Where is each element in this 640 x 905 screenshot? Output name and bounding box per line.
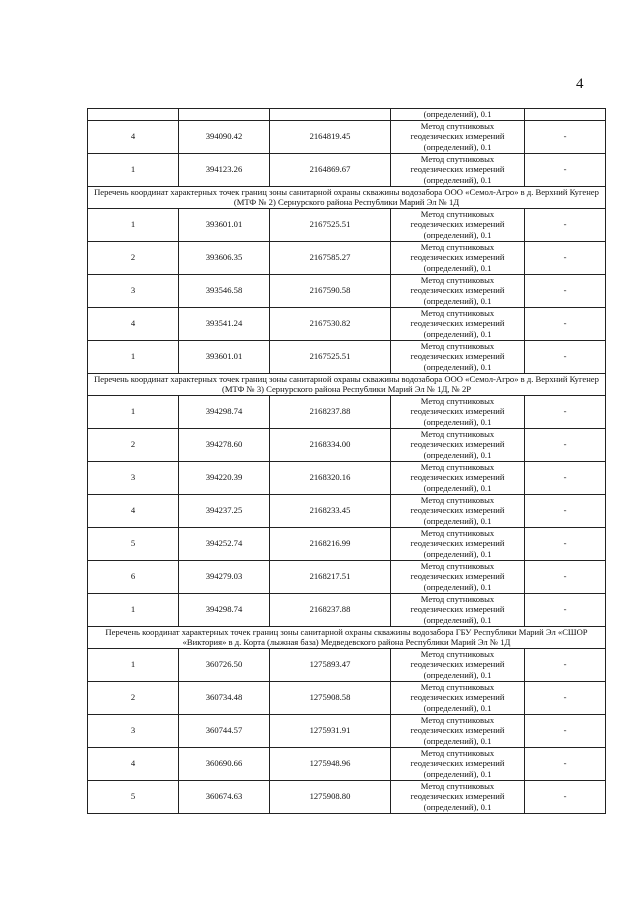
x-coordinate-cell: 360734.48 <box>179 681 270 714</box>
method-cell <box>391 527 525 560</box>
section-heading-row <box>88 186 606 208</box>
table-row <box>88 428 606 461</box>
table-row <box>88 208 606 241</box>
point-number-cell: 1 <box>88 593 179 626</box>
point-number-cell: 1 <box>88 340 179 373</box>
point-number-cell: 2 <box>88 681 179 714</box>
method-line: (определений), 0.1 <box>423 262 492 273</box>
point-number-cell: 4 <box>88 747 179 780</box>
method-line: Метод спутниковых <box>420 428 495 439</box>
table-row-continued <box>88 109 606 121</box>
method-line: геодезических измерений <box>410 505 505 516</box>
method-line: геодезических измерений <box>410 318 505 329</box>
accuracy-cell: - <box>525 593 606 626</box>
method-cell <box>391 648 525 681</box>
point-number-cell: 4 <box>88 307 179 340</box>
method-line: Метод спутниковых <box>420 494 495 505</box>
x-coordinate-cell: 393601.01 <box>179 340 270 373</box>
section-heading: Перечень координат характерных точек границ зоны санитарной охраны скважины водозабора ООО «Семол-Агро» в д. Верхний Кугенер (МТФ № 2) Сернурского района Республики Марий Эл № 1Д <box>88 186 606 208</box>
method-line: (определений), 0.1 <box>423 768 492 779</box>
accuracy-cell: - <box>525 494 606 527</box>
point-number-cell: 1 <box>88 208 179 241</box>
section-heading: Перечень координат характерных точек границ зоны санитарной охраны скважины водозабора ГБУ Республики Марий Эл «СШОР «Виктория» в д. Корта (лыжная база) Медведевского района Республики Марий Эл № 1Д <box>88 626 606 648</box>
point-number-cell: 1 <box>88 648 179 681</box>
method-line: (определений), 0.1 <box>423 614 492 625</box>
method-line: геодезических измерений <box>410 538 505 549</box>
x-coordinate-cell: 394279.03 <box>179 560 270 593</box>
point-number-cell: 2 <box>88 241 179 274</box>
method-line: Метод спутниковых <box>420 307 495 318</box>
method-line: геодезических измерений <box>410 791 505 802</box>
point-number-cell: 3 <box>88 274 179 307</box>
method-line: (определений), 0.1 <box>423 229 492 240</box>
x-coordinate-cell: 360726.50 <box>179 648 270 681</box>
x-coordinate-cell: 394090.42 <box>179 120 270 153</box>
x-coordinate-cell: 394237.25 <box>179 494 270 527</box>
y-coordinate-cell: 1275908.80 <box>270 780 391 813</box>
accuracy-cell: - <box>525 395 606 428</box>
table-row <box>88 395 606 428</box>
coordinates-table-body <box>88 109 606 814</box>
y-coordinate-cell: 1275908.58 <box>270 681 391 714</box>
accuracy-cell: - <box>525 461 606 494</box>
method-line: (определений), 0.1 <box>423 801 492 812</box>
accuracy-cell <box>525 109 606 121</box>
method-line: (определений), 0.1 <box>423 449 492 460</box>
x-coordinate-cell: 394298.74 <box>179 395 270 428</box>
method-cell <box>391 780 525 813</box>
point-number-cell: 5 <box>88 527 179 560</box>
method-line: геодезических измерений <box>410 219 505 230</box>
method-line: геодезических измерений <box>410 439 505 450</box>
method-line: Метод спутниковых <box>420 648 495 659</box>
method-cell: (определений), 0.1 <box>391 109 525 121</box>
method-line: Метод спутниковых <box>420 681 495 692</box>
x-coordinate-cell: 393541.24 <box>179 307 270 340</box>
method-line: Метод спутниковых <box>420 747 495 758</box>
y-coordinate-cell: 2167530.82 <box>270 307 391 340</box>
method-line: (определений), 0.1 <box>423 669 492 680</box>
accuracy-cell: - <box>525 208 606 241</box>
method-line: (определений), 0.1 <box>423 295 492 306</box>
method-line: геодезических измерений <box>410 659 505 670</box>
x-coordinate-cell: 393606.35 <box>179 241 270 274</box>
point-number-cell: 4 <box>88 494 179 527</box>
point-number-cell: 1 <box>88 395 179 428</box>
method-line: геодезических измерений <box>410 351 505 362</box>
method-line: геодезических измерений <box>410 131 505 142</box>
accuracy-cell: - <box>525 153 606 186</box>
accuracy-cell: - <box>525 428 606 461</box>
method-line: Метод спутниковых <box>420 208 495 219</box>
point-number-cell: 1 <box>88 153 179 186</box>
accuracy-cell: - <box>525 648 606 681</box>
method-line: геодезических измерений <box>410 252 505 263</box>
method-cell <box>391 241 525 274</box>
method-line: (определений), 0.1 <box>423 702 492 713</box>
x-coordinate-cell: 360674.63 <box>179 780 270 813</box>
table-row <box>88 681 606 714</box>
method-line: (определений), 0.1 <box>423 174 492 185</box>
section-heading-row <box>88 626 606 648</box>
table-row <box>88 274 606 307</box>
table-row <box>88 307 606 340</box>
table-row <box>88 340 606 373</box>
method-line: Метод спутниковых <box>420 274 495 285</box>
method-cell <box>391 120 525 153</box>
method-line: Метод спутниковых <box>420 560 495 571</box>
y-coordinate-cell: 2167590.58 <box>270 274 391 307</box>
accuracy-cell: - <box>525 780 606 813</box>
method-cell <box>391 681 525 714</box>
accuracy-cell: - <box>525 527 606 560</box>
y-coordinate-cell: 2164819.45 <box>270 120 391 153</box>
method-line: геодезических измерений <box>410 571 505 582</box>
point-number-cell: 3 <box>88 461 179 494</box>
table-row <box>88 461 606 494</box>
y-coordinate-cell: 2168320.16 <box>270 461 391 494</box>
y-coordinate-cell: 2167525.51 <box>270 208 391 241</box>
method-line: геодезических измерений <box>410 725 505 736</box>
x-coordinate-cell <box>179 109 270 121</box>
point-number-cell: 2 <box>88 428 179 461</box>
method-cell <box>391 494 525 527</box>
x-coordinate-cell: 394252.74 <box>179 527 270 560</box>
method-line: (определений), 0.1 <box>423 416 492 427</box>
y-coordinate-cell: 1275948.96 <box>270 747 391 780</box>
accuracy-cell: - <box>525 241 606 274</box>
method-line: Метод спутниковых <box>420 780 495 791</box>
method-line: Метод спутниковых <box>420 461 495 472</box>
method-line: геодезических измерений <box>410 692 505 703</box>
point-number-cell: 3 <box>88 714 179 747</box>
method-line: геодезических измерений <box>410 164 505 175</box>
table-row <box>88 780 606 813</box>
method-cell <box>391 560 525 593</box>
method-line: (определений), 0.1 <box>423 515 492 526</box>
method-line: Метод спутниковых <box>420 120 495 131</box>
accuracy-cell: - <box>525 560 606 593</box>
method-line: (определений), 0.1 <box>423 141 492 152</box>
table-row <box>88 747 606 780</box>
method-line: Метод спутниковых <box>420 395 495 406</box>
x-coordinate-cell: 394298.74 <box>179 593 270 626</box>
point-number-cell <box>88 109 179 121</box>
method-cell <box>391 340 525 373</box>
section-heading-row <box>88 373 606 395</box>
method-cell <box>391 153 525 186</box>
method-line: Метод спутниковых <box>420 714 495 725</box>
accuracy-cell: - <box>525 340 606 373</box>
x-coordinate-cell: 394123.26 <box>179 153 270 186</box>
x-coordinate-cell: 360744.57 <box>179 714 270 747</box>
method-cell <box>391 274 525 307</box>
y-coordinate-cell: 2164869.67 <box>270 153 391 186</box>
method-line: (определений), 0.1 <box>423 328 492 339</box>
y-coordinate-cell: 2168237.88 <box>270 395 391 428</box>
y-coordinate-cell: 2168237.88 <box>270 593 391 626</box>
section-heading: Перечень координат характерных точек границ зоны санитарной охраны скважины водозабора ООО «Семол-Агро» в д. Верхний Кугенер (МТФ № 3) Сернурского района Республики Марий Эл № 1Д, № 2Р <box>88 373 606 395</box>
method-cell <box>391 593 525 626</box>
method-cell <box>391 395 525 428</box>
method-line: Метод спутниковых <box>420 153 495 164</box>
method-line: геодезических измерений <box>410 758 505 769</box>
method-cell <box>391 307 525 340</box>
table-row <box>88 494 606 527</box>
x-coordinate-cell: 360690.66 <box>179 747 270 780</box>
method-line: Метод спутниковых <box>420 241 495 252</box>
method-cell <box>391 714 525 747</box>
table-row <box>88 714 606 747</box>
table-row <box>88 560 606 593</box>
method-cell <box>391 747 525 780</box>
x-coordinate-cell: 393601.01 <box>179 208 270 241</box>
y-coordinate-cell: 2168216.99 <box>270 527 391 560</box>
method-cell <box>391 428 525 461</box>
table-row <box>88 593 606 626</box>
method-line: геодезических измерений <box>410 472 505 483</box>
table-row <box>88 527 606 560</box>
y-coordinate-cell: 1275931.91 <box>270 714 391 747</box>
method-line: (определений), 0.1 <box>423 735 492 746</box>
accuracy-cell: - <box>525 714 606 747</box>
method-cell <box>391 208 525 241</box>
y-coordinate-cell <box>270 109 391 121</box>
y-coordinate-cell: 2168217.51 <box>270 560 391 593</box>
y-coordinate-cell: 2168334.00 <box>270 428 391 461</box>
method-line: геодезических измерений <box>410 406 505 417</box>
table-row <box>88 153 606 186</box>
accuracy-cell: - <box>525 307 606 340</box>
table-row <box>88 241 606 274</box>
method-line: Метод спутниковых <box>420 593 495 604</box>
point-number-cell: 5 <box>88 780 179 813</box>
y-coordinate-cell: 2167585.27 <box>270 241 391 274</box>
x-coordinate-cell: 394278.60 <box>179 428 270 461</box>
method-line: геодезических измерений <box>410 285 505 296</box>
method-line: (определений), 0.1 <box>423 581 492 592</box>
method-line: Метод спутниковых <box>420 340 495 351</box>
table-row <box>88 120 606 153</box>
method-line: Метод спутниковых <box>420 527 495 538</box>
accuracy-cell: - <box>525 681 606 714</box>
point-number-cell: 4 <box>88 120 179 153</box>
accuracy-cell: - <box>525 120 606 153</box>
method-cell <box>391 461 525 494</box>
accuracy-cell: - <box>525 747 606 780</box>
table-row <box>88 648 606 681</box>
coordinates-table <box>87 108 606 814</box>
x-coordinate-cell: 393546.58 <box>179 274 270 307</box>
x-coordinate-cell: 394220.39 <box>179 461 270 494</box>
y-coordinate-cell: 2167525.51 <box>270 340 391 373</box>
y-coordinate-cell: 2168233.45 <box>270 494 391 527</box>
page-number: 4 <box>576 76 584 92</box>
method-line: геодезических измерений <box>410 604 505 615</box>
accuracy-cell: - <box>525 274 606 307</box>
method-line: (определений), 0.1 <box>423 482 492 493</box>
point-number-cell: 6 <box>88 560 179 593</box>
y-coordinate-cell: 1275893.47 <box>270 648 391 681</box>
method-line: (определений), 0.1 <box>423 361 492 372</box>
method-line: (определений), 0.1 <box>423 548 492 559</box>
